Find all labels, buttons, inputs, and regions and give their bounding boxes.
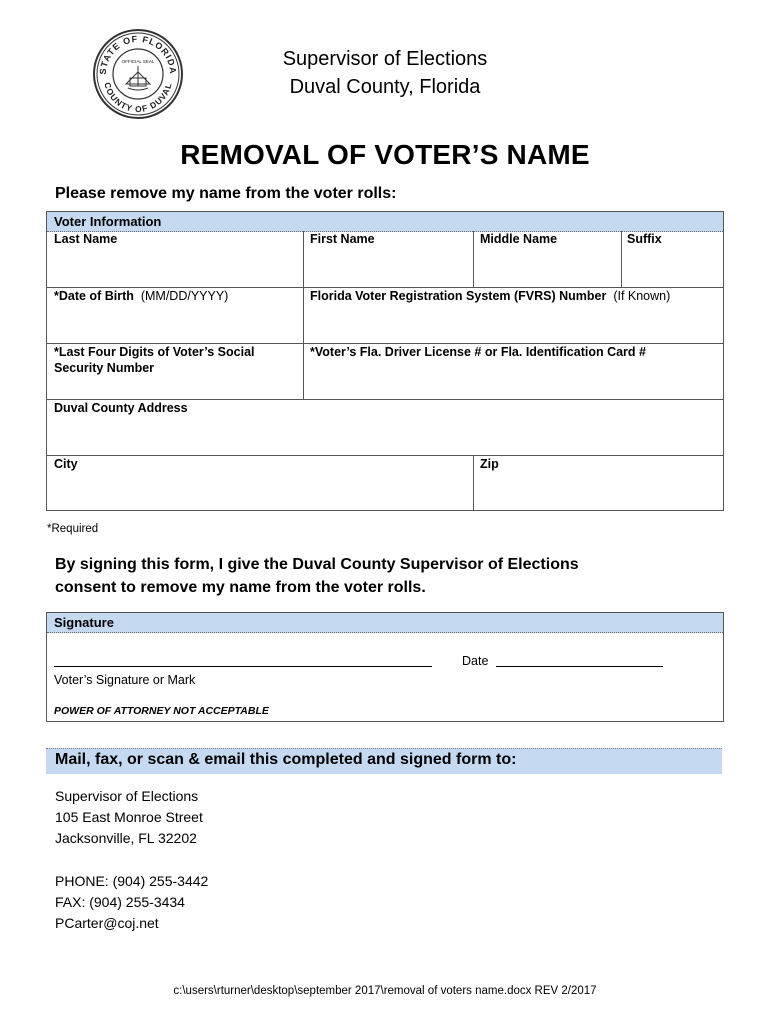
mail-heading: Mail, fax, or scan & email this completed and signed form to:: [55, 751, 517, 768]
fvrs-label: [310, 288, 670, 304]
first-name-label: First Name: [310, 232, 375, 246]
ssn-label: [54, 344, 255, 376]
fvrs-label-text: Florida Voter Registration System (FVRS) Number: [310, 289, 607, 303]
column-divider: [473, 231, 474, 287]
fvrs-note: (If Known): [613, 289, 671, 303]
seal-bottom-text: COUNTY OF DUVAL: [102, 81, 174, 115]
column-divider: [473, 455, 474, 510]
date-line[interactable]: [496, 666, 663, 667]
ssn-label-line1: *Last Four Digits of Voter’s Social: [54, 345, 255, 359]
address-label: Duval County Address: [54, 401, 188, 415]
row-divider: [47, 455, 723, 456]
consent-text: [55, 553, 675, 599]
seal-inner-text: OFFICIAL SEAL: [121, 59, 155, 64]
signature-caption: Voter’s Signature or Mark: [54, 673, 196, 687]
consent-line2: consent to remove my name from the voter rolls.: [55, 579, 426, 596]
column-divider: [303, 231, 304, 399]
page-title: REMOVAL OF VOTER’S NAME: [180, 139, 590, 170]
signature-line[interactable]: [54, 666, 432, 667]
signature-label: Signature: [54, 615, 114, 630]
phone-text: PHONE: (904) 255-3442: [55, 873, 209, 889]
email-link[interactable]: PCarter@coj.net: [55, 915, 159, 931]
county-seal-icon: [92, 28, 184, 120]
zip-label: Zip: [480, 457, 499, 471]
required-note: *Required: [47, 523, 99, 535]
dob-label-text: *Date of Birth: [54, 289, 134, 303]
header-office: Supervisor of Elections: [282, 48, 488, 70]
voter-information-section: [46, 211, 724, 511]
address-line3: Jacksonville, FL 32202: [55, 830, 197, 846]
suffix-label: Suffix: [627, 232, 662, 246]
middle-name-label: Middle Name: [480, 232, 558, 246]
license-label: *Voter’s Fla. Driver License # or Fla. Identification Card #: [310, 345, 646, 359]
date-label: Date: [462, 654, 489, 668]
city-label: City: [54, 457, 78, 471]
section-header-bar: [47, 212, 723, 232]
header-county: Duval County, Florida: [289, 76, 481, 98]
intro-text: Please remove my name from the voter rolls:: [55, 185, 397, 202]
consent-line1: By signing this form, I give the Duval County Supervisor of Elections: [55, 556, 579, 573]
address-line2: 105 East Monroe Street: [55, 809, 203, 825]
voter-information-label: Voter Information: [54, 214, 162, 229]
dob-label: [54, 288, 228, 304]
dob-format: (MM/DD/YYYY): [140, 289, 229, 303]
last-name-label: Last Name: [54, 232, 118, 246]
ssn-label-line2: Security Number: [54, 361, 155, 375]
poa-note: POWER OF ATTORNEY NOT ACCEPTABLE: [54, 705, 269, 717]
address-line1: Supervisor of Elections: [55, 788, 199, 804]
footer-file-path: c:\users\rturner\desktop\september 2017\removal of voters name.docx REV 2/2017: [173, 985, 597, 997]
fax-text: FAX: (904) 255-3434: [55, 894, 185, 910]
column-divider: [621, 231, 622, 287]
section-header-bar: [47, 613, 723, 633]
seal-top-text: STATE OF FLORIDA: [97, 33, 179, 75]
